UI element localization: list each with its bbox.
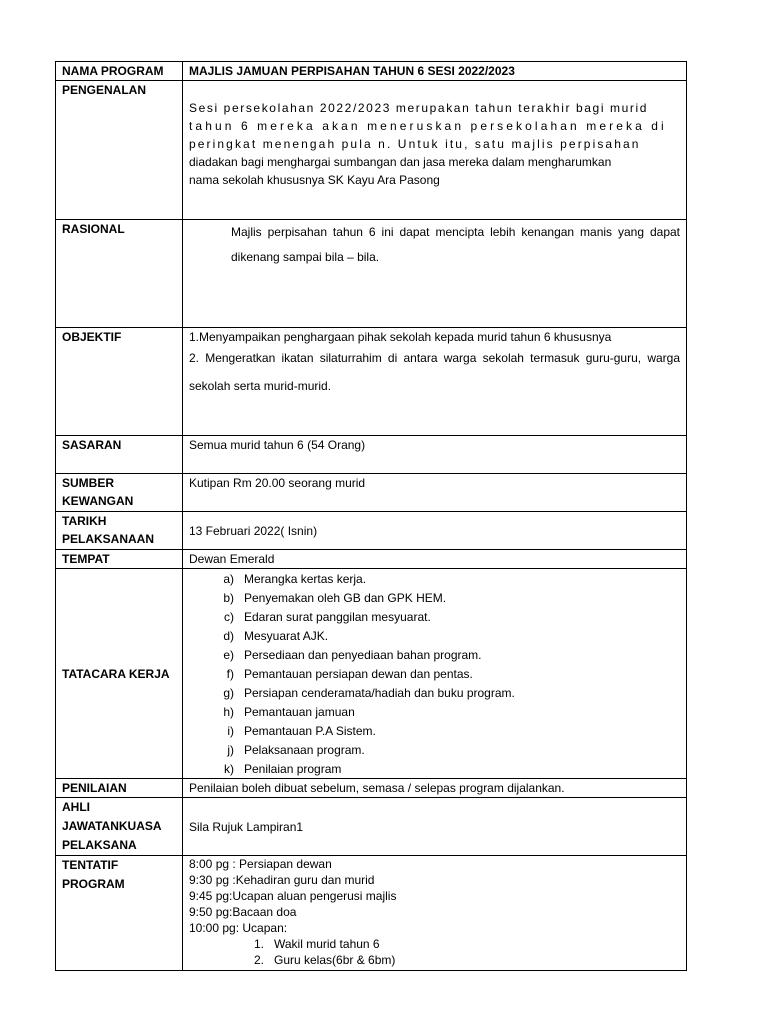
tatacara-item — [189, 607, 680, 626]
tatacara-item — [189, 740, 680, 759]
tatacara-item — [189, 645, 680, 664]
label-tarikh-line-2: PELAKSANAAN — [62, 532, 155, 546]
label-tatacara-kerja: TATACARA KERJA — [56, 569, 183, 779]
row-tatacara-kerja — [56, 569, 687, 779]
tatacara-item-marker: h) — [223, 704, 234, 719]
label-ajk-line-3: PELAKSANA — [62, 838, 137, 852]
tatacara-item-text: Mesyuarat AJK. — [244, 628, 329, 643]
label-tentatif-line-1: TENTATIF — [62, 858, 119, 872]
value-objektif — [183, 328, 687, 436]
tentatif-subitem-1 — [189, 936, 680, 952]
tatacara-item — [189, 759, 680, 778]
tatacara-item-marker: g) — [223, 685, 234, 700]
tentatif-line-2: 9:30 pg :Kehadiran guru dan murid — [189, 873, 375, 887]
tentatif-subitem-2-num: 2. — [253, 953, 264, 967]
pengenalan-line-2: tahun 6 mereka akan meneruskan persekolahan mereka di — [189, 119, 667, 133]
tatacara-item — [189, 721, 680, 740]
row-objektif — [56, 328, 687, 436]
tatacara-item-marker: c) — [224, 609, 234, 624]
tentatif-line-3: 9:45 pg:Ucapan aluan pengerusi majlis — [189, 889, 397, 903]
tatacara-item-text: Persiapan cenderamata/hadiah dan buku program. — [244, 685, 515, 700]
pengenalan-line-5: nama sekolah khususnya SK Kayu Ara Pasong — [189, 173, 440, 187]
tentatif-line-5: 10:00 pg: Ucapan: — [189, 921, 288, 935]
value-tarikh-pelaksanaan: 13 Februari 2022( Isnin) — [183, 512, 687, 550]
tatacara-item — [189, 569, 680, 588]
tatacara-item-marker: b) — [223, 590, 234, 605]
value-tempat: Dewan Emerald — [183, 550, 687, 569]
tatacara-item-text: Penilaian program — [244, 761, 342, 776]
tatacara-item — [189, 626, 680, 645]
tatacara-item — [189, 702, 680, 721]
label-ajk-line-1: AHLI — [62, 800, 90, 814]
row-ahli-jawatankuasa — [56, 798, 687, 856]
label-objektif: OBJEKTIF — [56, 328, 183, 436]
row-penilaian — [56, 779, 687, 798]
label-penilaian: PENILAIAN — [56, 779, 183, 798]
row-nama-program — [56, 62, 687, 81]
tatacara-item — [189, 683, 680, 702]
tatacara-item-text: Pemantauan P.A Sistem. — [244, 723, 376, 738]
tatacara-item-marker: j) — [227, 742, 234, 757]
label-sumber-line-2: KEWANGAN — [62, 494, 134, 508]
pengenalan-line-3: peringkat menengah pula n. Untuk itu, satu majlis perpisahan — [189, 137, 641, 151]
row-pengenalan — [56, 81, 687, 220]
label-tentatif-program — [56, 856, 183, 971]
pengenalan-line-4: diadakan bagi menghargai sumbangan dan jasa mereka dalam mengharumkan — [189, 155, 612, 169]
value-pengenalan — [183, 81, 687, 220]
value-penilaian: Penilaian boleh dibuat sebelum, semasa / selepas program dijalankan. — [183, 779, 687, 798]
value-nama-program: MAJLIS JAMUAN PERPISAHAN TAHUN 6 SESI 2022/2023 — [183, 62, 687, 81]
pengenalan-line-1: Sesi persekolahan 2022/2023 merupakan tahun terakhir bagi murid — [189, 101, 649, 115]
tatacara-item-marker: e) — [223, 647, 234, 662]
tentatif-subitem-2 — [189, 952, 680, 968]
tentatif-subitem-1-text: Wakil murid tahun 6 — [274, 937, 380, 951]
tatacara-item-text: Merangka kertas kerja. — [244, 571, 367, 586]
value-rasional: Majlis perpisahan tahun 6 ini dapat mencipta lebih kenangan manis yang dapat dikenang sampai bila – bila. — [183, 220, 687, 328]
row-tarikh-pelaksanaan — [56, 512, 687, 550]
tatacara-item-marker: i) — [227, 723, 234, 738]
tentatif-subitem-2-text: Guru kelas(6br & 6bm) — [274, 953, 396, 967]
tatacara-item-marker: k) — [224, 761, 234, 776]
tatacara-list — [189, 569, 680, 778]
program-table — [55, 61, 687, 971]
tatacara-item — [189, 664, 680, 683]
row-tempat — [56, 550, 687, 569]
tatacara-item-text: Pemantauan jamuan — [244, 704, 355, 719]
label-tentatif-line-2: PROGRAM — [62, 877, 125, 891]
label-ahli-jawatankuasa — [56, 798, 183, 856]
value-ahli-jawatankuasa: Sila Rujuk Lampiran1 — [183, 798, 687, 856]
tentatif-line-1: 8:00 pg : Persiapan dewan — [189, 857, 332, 871]
tatacara-item-text: Edaran surat panggilan mesyuarat. — [244, 609, 431, 624]
label-sasaran: SASARAN — [56, 436, 183, 474]
objektif-item-1: 1.Menyampaikan penghargaan pihak sekolah kepada murid tahun 6 khususnya — [189, 330, 612, 344]
label-tempat: TEMPAT — [56, 550, 183, 569]
label-sumber-line-1: SUMBER — [62, 476, 115, 490]
tatacara-item-text: Pemantauan persiapan dewan dan pentas. — [244, 666, 473, 681]
label-tarikh-line-1: TARIKH — [62, 514, 107, 528]
tatacara-item-text: Persediaan dan penyediaan bahan program. — [244, 647, 482, 662]
label-nama-program: NAMA PROGRAM — [56, 62, 183, 81]
label-ajk-line-2: JAWATANKUASA — [62, 819, 162, 833]
label-tarikh-pelaksanaan — [56, 512, 183, 550]
objektif-item-2: 2. Mengeratkan ikatan silaturrahim di antara warga sekolah termasuk guru-guru, warga sekolah serta murid-murid. — [189, 351, 680, 393]
tatacara-item-text: Pelaksanaan program. — [244, 742, 365, 757]
label-sumber-kewangan — [56, 474, 183, 512]
label-rasional: RASIONAL — [56, 220, 183, 328]
value-sumber-kewangan: Kutipan Rm 20.00 seorang murid — [183, 474, 687, 512]
row-sasaran — [56, 436, 687, 474]
tatacara-item-marker: f) — [226, 666, 234, 681]
tentatif-line-4: 9:50 pg:Bacaan doa — [189, 905, 297, 919]
value-sasaran: Semua murid tahun 6 (54 Orang) — [183, 436, 687, 474]
row-rasional — [56, 220, 687, 328]
tentatif-subitem-1-num: 1. — [253, 937, 264, 951]
label-pengenalan: PENGENALAN — [56, 81, 183, 220]
tatacara-item — [189, 588, 680, 607]
row-tentatif-program — [56, 856, 687, 971]
row-sumber-kewangan — [56, 474, 687, 512]
tatacara-item-marker: d) — [223, 628, 234, 643]
tatacara-item-marker: a) — [223, 571, 234, 586]
value-tatacara-kerja — [183, 569, 687, 779]
tatacara-item-text: Penyemakan oleh GB dan GPK HEM. — [244, 590, 447, 605]
value-tentatif-program — [183, 856, 687, 971]
